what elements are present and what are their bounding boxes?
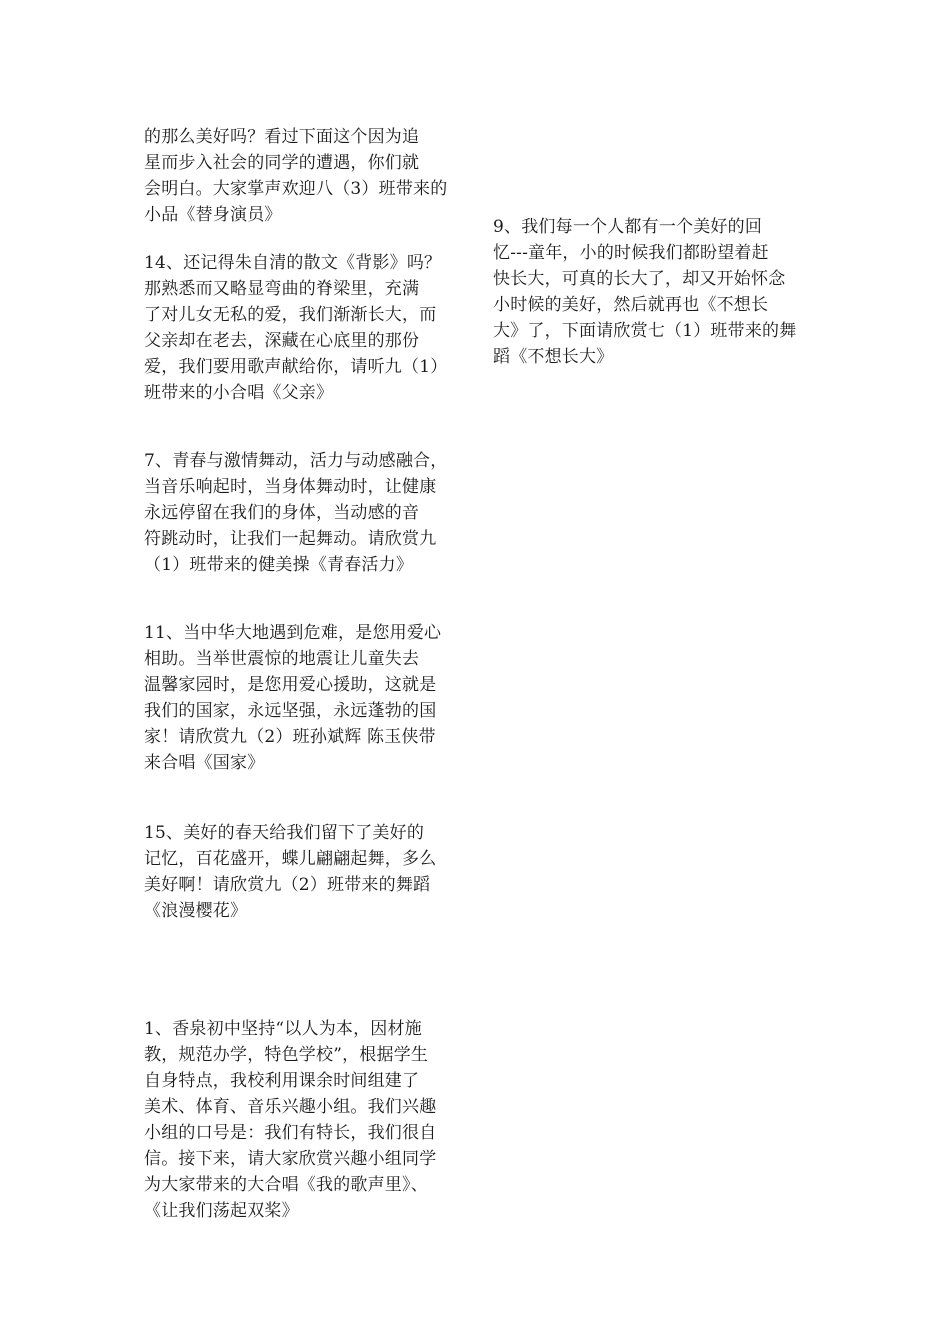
paragraph-1: 1、香泉初中坚持“以人为本，因材施 教，规范办学，特色学校”，根据学生 自身特点，我校利用课余时间组建了 美术、体育、音乐兴趣小组。我们兴趣 小组的口号是：我们有特长，我们很自 信。接下来，请大家欣赏兴趣小组同学 为大家带来的大合唱《我的歌声里》、 《让我们荡起双桨》 [144, 1019, 437, 1221]
paragraph-15: 15、美好的春天给我们留下了美好的 记忆，百花盛开，蝶儿翩翩起舞，多么 美好啊！请欣赏九（2）班带来的舞蹈 《浪漫樱花》 [144, 823, 437, 921]
paragraph-7: 7、青春与激情舞动，活力与动感融合， 当音乐响起时，当身体舞动时，让健康 永远停留在我们的身体，当动感的音 符跳动时，让我们一起舞动。请欣赏九 （1）班带来的健美操《青春活力》 [144, 451, 448, 575]
paragraph-9: 9、我们每一个人都有一个美好的回 忆---童年，小的时候我们都盼望着赶 快长大，可真的长大了，却又开始怀念 小时候的美好，然后就再也《不想长 大》了，下面请欣赏七（1）班带来的舞 蹈《不想长大》 [493, 217, 797, 367]
paragraph-intro: 的那么美好吗？看过下面这个因为追 星而步入社会的同学的遭遇，你们就 会明白。大家掌声欢迎八（3）班带来的 小品《替身演员》 [144, 127, 448, 225]
paragraph-11: 11、当中华大地遇到危难，是您用爱心 相助。当举世震惊的地震让儿童失去 温馨家园时，是您用爱心援助，这就是 我们的国家，永远坚强，永远蓬勃的国 家！请欣赏九（2）班孙斌辉 陈玉侠带 来合唱《国家》 [144, 623, 442, 773]
paragraph-14: 14、还记得朱自清的散文《背影》吗？ 那熟悉而又略显弯曲的脊梁里，充满 了对儿女无私的爱，我们渐渐长大，而 父亲却在老去，深藏在心底里的那份 爱，我们要用歌声献给你，请听九（1） 班带来的小合唱《父亲》 [144, 253, 448, 403]
